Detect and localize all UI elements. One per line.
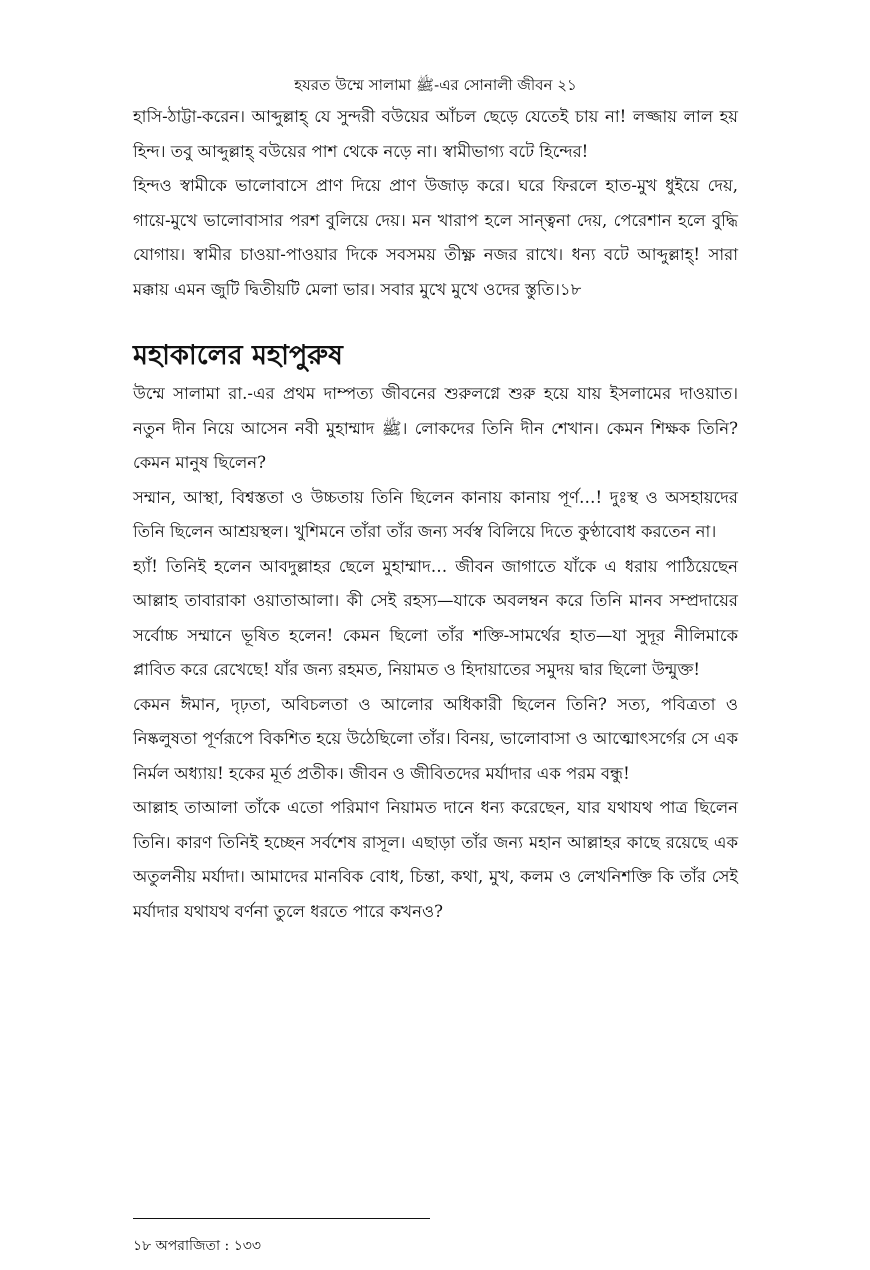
paragraph-section-4: কেমন ঈমান, দৃঢ়তা, অবিচলতা ও আলোর অধিকারী ছিলেন তিনি? সত্য, পবিত্রতা ও নিষ্কলুষতা পূর্ণরূপে বিকশিত হয়ে উঠেছিলো তাঁর। বিনয়, ভালোবাসা ও আত্মোৎসর্গের সে এক নির্মল অধ্যায়! হকের মূর্ত প্রতীক। জীবন ও জীবিতদের মর্যাদার এক পরম বন্ধু! [133, 694, 738, 783]
paragraph-section-5: আল্লাহ তাআলা তাঁকে এতো পরিমাণ নিয়ামত দানে ধন্য করেছেন, যার যথাযথ পাত্র ছিলেন তিনি। কারণ তিনিই হচ্ছেন সর্বশেষ রাসূল। এছাড়া তাঁর জন্য মহান আল্লাহর কাছে রয়েছে এক অতুলনীয় মর্যাদা। আমাদের মানবিক বোধ, চিন্তা, কথা, মুখ, কলম ও লেখনিশক্তি কি তাঁর সেই মর্যাদার যথাযথ বর্ণনা তুলে ধরতে পারে কখনও? [133, 798, 738, 921]
footnote-divider [133, 1218, 430, 1219]
paragraph-section-3: হ্যাঁ! তিনিই হলেন আবদুল্লাহর ছেলে মুহাম্মাদ… জীবন জাগাতে যাঁকে এ ধরায় পাঠিয়েছেন আল্লাহ তাবারাকা ওয়াতাআলা। কী সেই রহস্য—যাকে অবলম্বন করে তিনি মানব সম্প্রদায়ের সর্বোচ্চ সম্মানে ভূষিত হলেন! কেমন ছিলো তাঁর শক্তি-সামর্থের হাত—যা সুদূর নীলিমাকে প্লাবিত করে রেখেছে! যাঁর জন্য রহমত, নিয়ামত ও হিদায়াতের সমুদয় দ্বার ছিলো উন্মুক্ত! [133, 556, 738, 679]
footnote: ১৮ অপরাজিতা : ১৩৩ [133, 1238, 262, 1254]
paragraph-intro-1: হাসি-ঠাট্টা-করেন। আব্দুল্লাহ্‌ যে সুন্দরী বউয়ের আঁচল ছেড়ে যেতেই চায় না! লজ্জায় লাল হয় হিন্দ। তবু আব্দুল্লাহ্‌ বউয়ের পাশ থেকে নড়ে না। স্বামীভাগ্য বটে হিন্দের! [133, 107, 738, 161]
running-header: হযরত উম্মে সালামা ﷺ-এর সোনালী জীবন ২১ [294, 76, 577, 94]
paragraph-intro-2: হিন্দও স্বামীকে ভালোবাসে প্রাণ দিয়ে প্রাণ উজাড় করে। ঘরে ফিরলে হাত-মুখ ধুইয়ে দেয়, গায়ে-মুখে ভালোবাসার পরশ বুলিয়ে দেয়। মন খারাপ হলে সান্ত্বনা দেয়, পেরেশান হলে বুদ্ধি যোগায়। স্বামীর চাওয়া-পাওয়ার দিকে সবসময় তীক্ষ্ণ নজর রাখে। ধন্য বটে আব্দুল্লাহ্‌! সারা মক্কায় এমন জুটি দ্বিতীয়টি মেলা ভার। সবার মুখে মুখে ওদের স্তুতি।১৮ [133, 176, 738, 299]
paragraph-section-2: সম্মান, আস্থা, বিশ্বস্ততা ও উচ্চতায় তিনি ছিলেন কানায় কানায় পূর্ণ…! দুঃস্থ ও অসহায়দের তিনি ছিলেন আশ্রয়স্থল। খুশিমনে তাঁরা তাঁর জন্য সর্বস্ব বিলিয়ে দিতে কুণ্ঠাবোধ করতেন না। [133, 487, 738, 541]
page-body [133, 74, 738, 929]
section-heading: মহাকালের মহাপুরুষ [133, 340, 343, 371]
paragraph-section-1: উম্মে সালামা রা.-এর প্রথম দাম্পত্য জীবনের শুরুলগ্নে শুরু হয়ে যায় ইসলামের দাওয়াত। নতুন দীন নিয়ে আসেন নবী মুহাম্মাদ ﷺ। লোকদের তিনি দীন শেখান। কেমন শিক্ষক তিনি? কেমন মানুষ ছিলেন? [133, 384, 738, 472]
